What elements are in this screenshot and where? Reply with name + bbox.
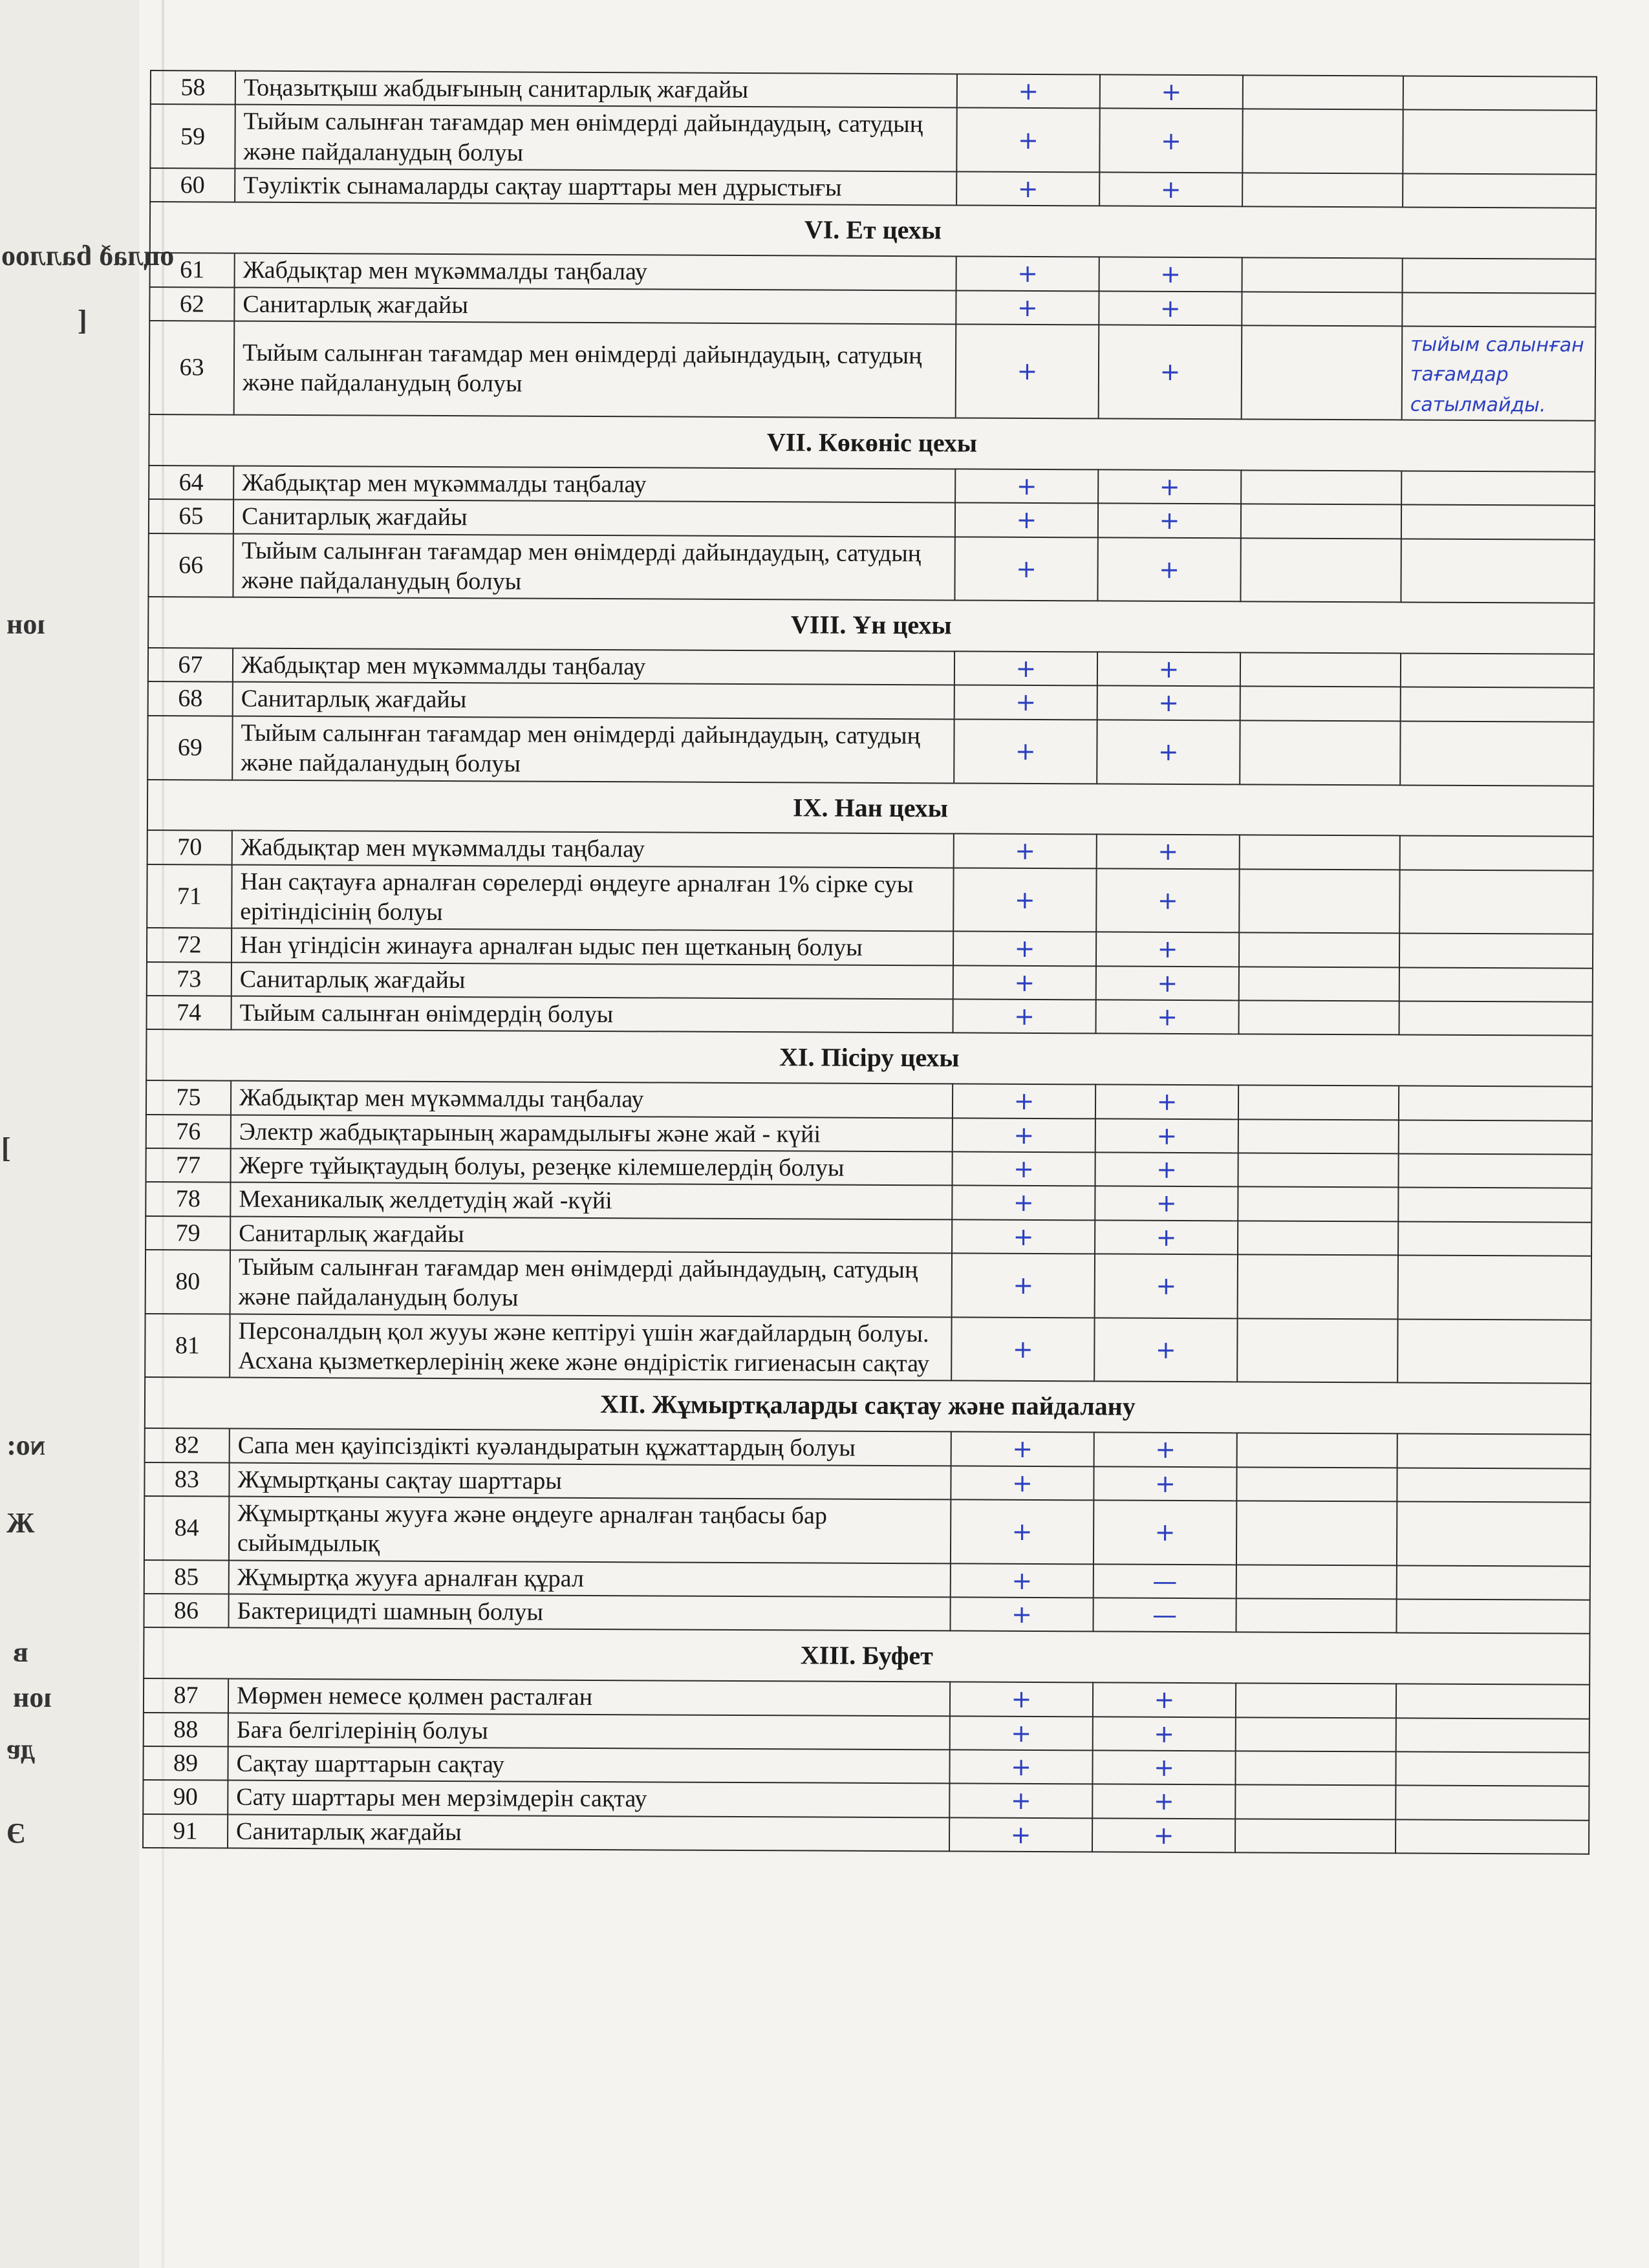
- note-cell: [1235, 1785, 1396, 1819]
- table-row: [147, 928, 1593, 968]
- criterion-text: Бактерицидті шамның болуы: [228, 1594, 950, 1631]
- check-mark-2: +: [1094, 1500, 1236, 1565]
- check-mark-1: +: [957, 74, 1100, 108]
- check-mark-1: +: [954, 537, 1097, 601]
- remark-cell: [1400, 836, 1593, 871]
- check-mark-1: +: [950, 1682, 1093, 1717]
- table-row: [147, 830, 1593, 870]
- remark-cell: [1397, 1319, 1591, 1384]
- row-number: 87: [144, 1678, 228, 1713]
- remark-cell: [1399, 1120, 1592, 1155]
- check-mark-2: +: [1097, 652, 1240, 686]
- check-mark-2: +: [1096, 966, 1239, 1000]
- row-number: 61: [150, 253, 235, 287]
- remark-cell: [1401, 687, 1594, 722]
- row-number: 89: [143, 1746, 228, 1781]
- check-mark-2: +: [1094, 1433, 1237, 1467]
- check-mark-1: +: [951, 1499, 1094, 1564]
- check-mark-2: +: [1095, 1254, 1238, 1318]
- remark-cell: [1401, 654, 1594, 689]
- remark-cell: [1396, 1819, 1589, 1854]
- row-number: 90: [143, 1780, 228, 1814]
- row-number: 66: [148, 533, 233, 597]
- check-mark-1: +: [956, 108, 1099, 173]
- table-row: [147, 962, 1593, 1002]
- note-cell: [1239, 869, 1399, 934]
- criterion-text: Тыйым салынған өнімдердің болуы: [232, 996, 953, 1033]
- criterion-text: Санитарлық жағдайы: [230, 1216, 952, 1253]
- row-number: 74: [147, 996, 232, 1030]
- remark-cell: [1398, 1153, 1591, 1188]
- row-number: 80: [146, 1250, 230, 1314]
- check-mark-1: +: [949, 1749, 1092, 1784]
- criterion-text: Механикалық желдетудің жай -күйі: [230, 1182, 952, 1219]
- check-mark-2: +: [1095, 1085, 1238, 1119]
- note-cell: [1236, 1717, 1396, 1751]
- check-mark-1: +: [949, 1817, 1092, 1852]
- check-mark-1: +: [952, 1151, 1095, 1186]
- remark-cell: [1397, 1468, 1590, 1503]
- row-number: 82: [145, 1428, 230, 1462]
- check-mark-1: +: [953, 868, 1096, 932]
- check-mark-1: +: [950, 1598, 1093, 1632]
- row-number: 76: [146, 1115, 231, 1149]
- check-mark-2: +: [1092, 1750, 1235, 1784]
- table-row: [147, 864, 1593, 934]
- check-mark-2: +: [1097, 720, 1240, 784]
- remark-cell: [1396, 1786, 1589, 1821]
- section-header-row: [148, 597, 1594, 654]
- criterion-text: Мөрмен немесе қолмен расталған: [228, 1679, 950, 1716]
- note-cell: [1243, 75, 1403, 109]
- check-mark-2: +: [1098, 469, 1241, 504]
- check-mark-1: +: [953, 1118, 1095, 1152]
- check-mark-2: +: [1097, 686, 1240, 720]
- remark-cell: [1399, 870, 1593, 934]
- note-cell: [1240, 720, 1400, 785]
- check-mark-1: +: [955, 503, 1098, 537]
- check-mark-2: +: [1099, 109, 1242, 173]
- bleed-fragment: Ж: [6, 1507, 35, 1539]
- bleed-fragment: оцлаð ɓаллоо: [1, 240, 175, 272]
- check-mark-2: +: [1097, 835, 1240, 869]
- check-mark-2: +: [1093, 1717, 1236, 1751]
- criterion-text: Электр жабдықтарының жарамдылығы және жай - күйі: [231, 1115, 953, 1151]
- check-mark-2: +: [1095, 1118, 1238, 1153]
- check-mark-2: +: [1095, 1220, 1238, 1254]
- check-mark-2: +: [1092, 1784, 1235, 1819]
- note-cell: [1238, 1187, 1398, 1221]
- adjacent-page-edge: [0, 0, 139, 2268]
- bleed-fragment: [: [78, 305, 87, 336]
- remark-cell: [1397, 1565, 1590, 1600]
- remark-cell: [1402, 326, 1596, 420]
- table-row: [146, 1250, 1591, 1320]
- check-mark-2: +: [1094, 1466, 1236, 1501]
- remark-cell: [1403, 259, 1596, 294]
- bleed-fragment: Э: [6, 1817, 26, 1849]
- check-mark-1: +: [954, 651, 1097, 685]
- row-number: 65: [149, 499, 233, 533]
- criterion-text: Санитарлық жағдайы: [233, 682, 954, 719]
- row-number: 79: [146, 1216, 230, 1250]
- note-cell: [1239, 967, 1399, 1001]
- check-mark-2: +: [1096, 1000, 1239, 1034]
- row-number: 81: [145, 1314, 230, 1378]
- criterion-text: Жабдықтар мен мүкәммалды таңбалау: [232, 831, 954, 868]
- table-row: [150, 168, 1596, 208]
- criterion-text: Тыйым салынған тағамдар мен өнімдерді дайындаудың, сатудың және пайдаланудың болуы: [234, 321, 956, 418]
- checklist-sheet: [142, 70, 1597, 1855]
- check-mark-1: +: [954, 685, 1097, 720]
- remark-cell: [1403, 110, 1596, 175]
- table-row: [146, 1148, 1591, 1188]
- row-number: 62: [149, 287, 234, 321]
- check-mark-2: +: [1093, 1683, 1236, 1717]
- row-number: 73: [147, 962, 232, 996]
- remark-cell: [1399, 934, 1593, 968]
- check-mark-1: +: [952, 1253, 1095, 1318]
- section-header-row: [149, 414, 1595, 472]
- check-mark-2: +: [1095, 1152, 1238, 1186]
- section-title: XIII. Буфет: [144, 1627, 1590, 1685]
- criterion-text: Тыйым салынған тағамдар мен өнімдерді дайындаудың, сатудың және пайдаланудың болуы: [230, 1250, 952, 1318]
- bleed-fragment: в: [13, 1636, 28, 1668]
- criterion-text: Тыйым салынған тағамдар мен өнімдерді дайындаудың, сатудың және пайдаланудың болуы: [232, 716, 954, 783]
- check-mark-2: +: [1092, 1818, 1235, 1852]
- table-row: [144, 1594, 1590, 1634]
- criterion-text: Тоңазытқыш жабдығының санитарлық жағдайы: [235, 71, 957, 108]
- criterion-text: Тәуліктік сынамаларды сақтау шарттары мен дұрыстығы: [235, 169, 956, 206]
- bleed-fragment: ]: [1, 1132, 11, 1164]
- row-number: 64: [149, 465, 233, 500]
- section-header-row: [146, 1029, 1592, 1087]
- table-row: [146, 1216, 1591, 1256]
- bleed-fragment: ɴо:: [6, 1429, 45, 1461]
- criterion-text: Санитарлық жағдайы: [232, 962, 953, 999]
- criterion-text: Жабдықтар мен мүкәммалды таңбалау: [233, 648, 954, 685]
- check-mark-1: +: [954, 719, 1097, 784]
- remark-cell: [1396, 1718, 1590, 1753]
- check-mark-2: +: [1099, 172, 1242, 206]
- check-mark-2: +: [1096, 932, 1239, 967]
- check-mark-2: +: [1099, 325, 1242, 419]
- remark-cell: [1400, 721, 1593, 786]
- note-cell: [1238, 1086, 1399, 1120]
- table-row: [144, 1496, 1590, 1566]
- row-number: 84: [144, 1496, 229, 1560]
- table-row: [147, 996, 1593, 1036]
- check-mark-1: +: [956, 257, 1099, 291]
- note-cell: [1236, 1684, 1396, 1718]
- table-row: [148, 681, 1594, 722]
- criterion-text: Персоналдың қол жууы және кептіруі үшін жағдайлардың болуы. Асхана қызметкерлерінің жеке және өндірістік гигиенасын сақтау: [230, 1314, 951, 1381]
- note-cell: [1240, 538, 1401, 603]
- check-mark-2: +: [1096, 868, 1239, 933]
- table-row: [149, 465, 1595, 506]
- table-row: [145, 1314, 1591, 1384]
- row-number: 68: [148, 681, 233, 716]
- check-mark-1: +: [953, 965, 1096, 1000]
- table-row: [149, 287, 1595, 327]
- handwritten-remark: тыйым салынған тағамдар сатылмайды.: [1410, 333, 1584, 417]
- table-row: [150, 253, 1596, 293]
- criterion-text: Жабдықтар мен мүкәммалды таңбалау: [235, 253, 956, 290]
- table-row: [146, 1080, 1592, 1120]
- criterion-text: Санитарлық жағдайы: [234, 287, 956, 324]
- check-mark-1: +: [951, 1466, 1094, 1500]
- section-title: XII. Жұмыртқаларды сақтау және пайдалану: [145, 1377, 1591, 1435]
- note-cell: [1236, 1467, 1397, 1501]
- checklist-table: [142, 70, 1597, 1855]
- check-mark-2: +: [1098, 504, 1241, 538]
- check-mark-1: +: [952, 1186, 1095, 1220]
- section-header-row: [144, 1627, 1590, 1685]
- row-number: 67: [148, 648, 233, 682]
- remark-cell: [1398, 1188, 1591, 1223]
- criterion-text: Баға белгілерінің болуы: [228, 1713, 950, 1749]
- row-number: 88: [144, 1713, 228, 1747]
- criterion-text: Тыйым салынған тағамдар мен өнімдерді дайындаудың, сатудың және пайдаланудың болуы: [235, 105, 956, 172]
- section-title: VIII. Ұн цехы: [148, 597, 1594, 654]
- note-cell: [1242, 109, 1403, 174]
- table-row: [148, 533, 1594, 603]
- note-cell: [1237, 1318, 1397, 1383]
- row-number: 63: [149, 321, 235, 415]
- check-mark-2: +: [1097, 537, 1240, 602]
- criterion-text: Санитарлық жағдайы: [228, 1814, 949, 1851]
- note-cell: [1236, 1565, 1397, 1599]
- criterion-text: Жұмыртқаны сақтау шарттары: [229, 1462, 951, 1499]
- bleed-fragment: ıон: [6, 608, 45, 640]
- check-mark-1: +: [950, 1716, 1093, 1750]
- row-number: 86: [144, 1594, 228, 1628]
- row-number: 78: [146, 1182, 230, 1216]
- criterion-text: Нан үгіндісін жинауға арналған ыдыс пен щетканың болуы: [232, 928, 953, 965]
- section-header-row: [147, 779, 1593, 837]
- remark-cell: [1402, 292, 1595, 327]
- remark-cell: [1399, 1001, 1593, 1036]
- bleed-fragment: дɐ: [6, 1733, 36, 1765]
- note-cell: [1238, 1221, 1398, 1255]
- section-header-row: [145, 1377, 1591, 1435]
- criterion-text: Сату шарттары мен мерзімдерін сақтау: [228, 1781, 949, 1817]
- note-cell: [1238, 1153, 1398, 1187]
- note-cell: [1238, 1119, 1399, 1153]
- check-mark-1: +: [956, 172, 1099, 206]
- remark-cell: [1396, 1751, 1589, 1786]
- check-mark-1: +: [949, 1784, 1092, 1818]
- remark-cell: [1398, 1221, 1591, 1256]
- table-row: [145, 1428, 1591, 1468]
- criterion-text: Жерге тұйықтаудың болуы, резеңке кілемшелердің болуы: [230, 1149, 952, 1186]
- note-cell: [1240, 652, 1401, 687]
- criterion-text: Жұмыртқаны жууға және өңдеуге арналған таңбасы бар сыйымдылық: [229, 1497, 951, 1564]
- check-mark-1: +: [952, 1219, 1095, 1254]
- remark-cell: [1399, 967, 1593, 1002]
- row-number: 72: [147, 928, 232, 962]
- criterion-text: Сақтау шарттарын сақтау: [228, 1747, 949, 1784]
- row-number: 69: [147, 716, 232, 780]
- note-cell: [1240, 835, 1400, 870]
- remark-cell: [1396, 1684, 1590, 1719]
- row-number: 91: [143, 1814, 228, 1848]
- note-cell: [1239, 933, 1399, 967]
- row-number: 58: [151, 70, 235, 105]
- check-mark-2: +: [1099, 257, 1242, 292]
- check-mark-1: +: [951, 1432, 1094, 1466]
- criterion-text: Жұмыртқа жууға арналған құрал: [229, 1560, 951, 1597]
- row-number: 71: [147, 864, 232, 928]
- remark-cell: [1396, 1599, 1590, 1634]
- table-row: [144, 1462, 1590, 1503]
- row-number: 60: [150, 168, 235, 202]
- table-row: [150, 104, 1596, 174]
- note-cell: [1237, 1433, 1397, 1468]
- remark-cell: [1403, 174, 1596, 209]
- note-cell: [1235, 1751, 1396, 1785]
- table-row: [143, 1746, 1589, 1786]
- check-mark-2: —: [1093, 1598, 1236, 1632]
- remark-cell: [1401, 539, 1594, 603]
- row-number: 75: [146, 1080, 231, 1115]
- check-mark-2: +: [1099, 291, 1242, 325]
- check-mark-2: +: [1095, 1186, 1238, 1221]
- section-title: VII. Көкөніс цехы: [149, 414, 1595, 472]
- remark-cell: [1398, 1255, 1591, 1320]
- table-row: [148, 648, 1594, 688]
- criterion-text: Санитарлық жағдайы: [233, 500, 955, 537]
- note-cell: [1242, 292, 1402, 326]
- note-cell: [1236, 1598, 1396, 1632]
- check-mark-1: +: [954, 834, 1097, 868]
- table-row: [144, 1678, 1590, 1718]
- note-cell: [1242, 258, 1403, 292]
- check-mark-2: +: [1094, 1318, 1237, 1382]
- criterion-text: Сапа мен қауіпсіздікті куәландыратын құжаттардың болуы: [230, 1429, 951, 1466]
- check-mark-1: +: [951, 1563, 1094, 1598]
- table-row: [144, 1560, 1590, 1600]
- note-cell: [1242, 325, 1403, 420]
- check-mark-1: +: [953, 1000, 1096, 1034]
- check-mark-1: +: [956, 324, 1099, 418]
- remark-cell: [1401, 471, 1595, 506]
- note-cell: [1238, 1254, 1398, 1319]
- note-cell: [1241, 504, 1401, 539]
- note-cell: [1235, 1819, 1396, 1853]
- note-cell: [1239, 1000, 1399, 1034]
- row-number: 70: [147, 830, 232, 864]
- row-number: 83: [144, 1462, 229, 1497]
- table-row: [143, 1814, 1589, 1854]
- section-title: VI. Ет цехы: [150, 202, 1596, 259]
- check-mark-2: —: [1094, 1564, 1236, 1598]
- section-title: XI. Пісіру цехы: [146, 1029, 1592, 1087]
- row-number: 85: [144, 1560, 229, 1594]
- table-row: [147, 716, 1593, 786]
- table-row: [149, 321, 1596, 421]
- remark-cell: [1401, 505, 1595, 540]
- criterion-text: Жабдықтар мен мүкәммалды таңбалау: [233, 465, 955, 502]
- note-cell: [1242, 173, 1403, 207]
- row-number: 77: [146, 1148, 230, 1182]
- remark-cell: [1397, 1501, 1590, 1566]
- table-row: [143, 1780, 1589, 1820]
- table-row: [146, 1115, 1592, 1155]
- bleed-fragment: ıон: [13, 1682, 52, 1713]
- criterion-text: Жабдықтар мен мүкәммалды таңбалау: [231, 1081, 953, 1118]
- check-mark-1: +: [955, 469, 1098, 503]
- note-cell: [1236, 1501, 1397, 1565]
- note-cell: [1240, 687, 1401, 721]
- remark-cell: [1399, 1086, 1592, 1121]
- table-row: [151, 70, 1597, 111]
- table-row: [144, 1713, 1590, 1753]
- check-mark-1: +: [953, 932, 1096, 966]
- table-row: [146, 1182, 1591, 1222]
- table-row: [149, 499, 1595, 539]
- check-mark-2: +: [1100, 74, 1243, 109]
- check-mark-1: +: [953, 1084, 1095, 1118]
- remark-cell: [1397, 1434, 1591, 1469]
- criterion-text: Тыйым салынған тағамдар мен өнімдерді дайындаудың, сатудың және пайдаланудың болуы: [233, 533, 954, 601]
- check-mark-1: +: [956, 290, 1099, 325]
- section-header-row: [150, 202, 1596, 259]
- note-cell: [1241, 470, 1401, 504]
- criterion-text: Нан сақтауға арналған сөрелерді өңдеуге арналған 1% сірке суы ерітіндісінің болуы: [232, 864, 953, 932]
- remark-cell: [1403, 76, 1597, 111]
- section-title: IX. Нан цехы: [147, 779, 1593, 837]
- row-number: 59: [150, 104, 235, 168]
- check-mark-1: +: [951, 1317, 1094, 1382]
